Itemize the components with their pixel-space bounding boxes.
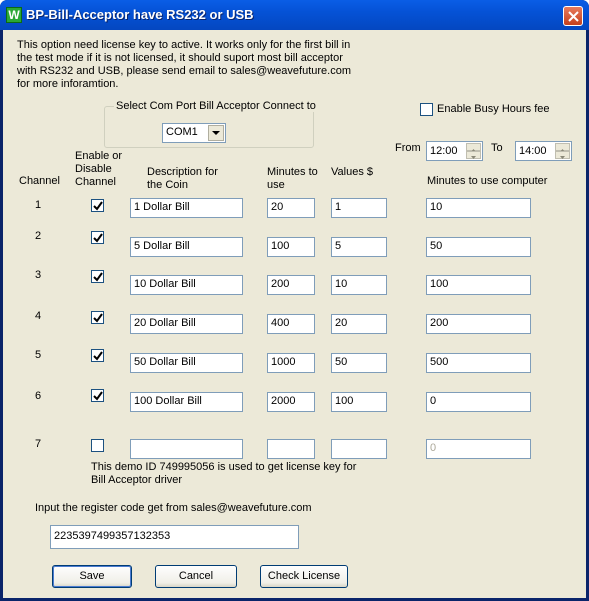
header-minutes: Minutes to use xyxy=(267,166,318,191)
minutes-input[interactable]: 100 xyxy=(267,237,315,257)
info-text: This option need license key to active. It works only for the first bill in the test mode if it is not licensed, it should suport most bill acceptor with RS232 and USB, please send email to sales@weavefuture.com for more inforamtion. xyxy=(17,39,352,90)
minutes-computer-input[interactable]: 100 xyxy=(426,275,531,295)
channel-number: 6 xyxy=(35,390,42,402)
description-input[interactable]: 20 Dollar Bill xyxy=(130,314,243,334)
description-input[interactable]: 1 Dollar Bill xyxy=(130,198,243,218)
channel-number: 1 xyxy=(35,199,42,211)
header-enable: Enable or Disable Channel xyxy=(75,150,123,188)
channel-enable-checkbox[interactable] xyxy=(91,439,104,452)
to-time-spinner[interactable] xyxy=(515,141,572,161)
minutes-computer-input: 0 xyxy=(426,439,531,459)
check-license-button[interactable]: Check License xyxy=(260,565,348,588)
minutes-computer-input[interactable]: 10 xyxy=(426,198,531,218)
minutes-input[interactable]: 20 xyxy=(267,198,315,218)
close-button[interactable] xyxy=(563,6,583,26)
value-input[interactable]: 20 xyxy=(331,314,387,334)
checkmark-icon xyxy=(93,201,103,211)
checkmark-icon xyxy=(93,391,103,401)
save-button[interactable]: Save xyxy=(52,565,132,588)
header-channel: Channel xyxy=(19,175,60,187)
checkmark-icon xyxy=(93,272,103,282)
value-input[interactable]: 100 xyxy=(331,392,387,412)
channel-number: 5 xyxy=(35,349,42,361)
minutes-input[interactable]: 1000 xyxy=(267,353,315,373)
minutes-computer-input[interactable]: 500 xyxy=(426,353,531,373)
demo-id-text: This demo ID 749995056 is used to get license key for Bill Acceptor driver xyxy=(91,461,357,486)
close-icon xyxy=(568,11,579,22)
header-minutes-computer: Minutes to use computer xyxy=(427,175,548,187)
channel-enable-checkbox[interactable] xyxy=(91,199,104,212)
checkmark-icon xyxy=(93,313,103,323)
to-time-value: 14:00 xyxy=(519,145,547,157)
channel-enable-checkbox[interactable] xyxy=(91,389,104,402)
header-description: Description for the Coin xyxy=(147,166,218,191)
channel-enable-checkbox[interactable] xyxy=(91,270,104,283)
from-time-value: 12:00 xyxy=(430,145,458,157)
channel-number: 3 xyxy=(35,269,42,281)
description-input[interactable] xyxy=(130,439,243,459)
from-time-spinner[interactable] xyxy=(426,141,483,161)
busy-hours-checkbox[interactable] xyxy=(420,103,433,116)
channel-number: 7 xyxy=(35,438,42,450)
minutes-computer-input[interactable]: 200 xyxy=(426,314,531,334)
to-label: To xyxy=(491,142,503,154)
spin-down-icon[interactable] xyxy=(466,151,481,159)
channel-number: 2 xyxy=(35,230,42,242)
spin-up-icon[interactable] xyxy=(555,143,570,151)
channel-enable-checkbox[interactable] xyxy=(91,231,104,244)
register-label: Input the register code get from sales@weavefuture.com xyxy=(35,502,312,514)
minutes-input[interactable]: 400 xyxy=(267,314,315,334)
minutes-input[interactable] xyxy=(267,439,315,459)
minutes-computer-input[interactable]: 50 xyxy=(426,237,531,257)
value-input[interactable]: 1 xyxy=(331,198,387,218)
from-label: From xyxy=(395,142,421,154)
minutes-input[interactable]: 200 xyxy=(267,275,315,295)
minutes-computer-input[interactable]: 0 xyxy=(426,392,531,412)
com-port-group-label: Select Com Port Bill Acceptor Connect to xyxy=(116,100,316,112)
value-input[interactable]: 10 xyxy=(331,275,387,295)
description-input[interactable]: 50 Dollar Bill xyxy=(130,353,243,373)
cancel-button[interactable]: Cancel xyxy=(155,565,237,588)
checkmark-icon xyxy=(93,351,103,361)
spin-down-icon[interactable] xyxy=(555,151,570,159)
description-input[interactable]: 100 Dollar Bill xyxy=(130,392,243,412)
busy-hours-label: Enable Busy Hours fee xyxy=(437,103,550,115)
header-values: Values $ xyxy=(331,166,373,178)
value-input[interactable]: 5 xyxy=(331,237,387,257)
value-input[interactable]: 50 xyxy=(331,353,387,373)
register-code-input[interactable]: 22353974993571323​53 xyxy=(50,525,299,549)
value-input[interactable] xyxy=(331,439,387,459)
checkmark-icon xyxy=(93,233,103,243)
description-input[interactable]: 10 Dollar Bill xyxy=(130,275,243,295)
channel-number: 4 xyxy=(35,310,42,322)
title-bar[interactable] xyxy=(0,0,589,30)
dialog-body xyxy=(3,30,586,598)
com-port-selected: COM1 xyxy=(166,126,198,138)
spin-up-icon[interactable] xyxy=(466,143,481,151)
minutes-input[interactable]: 2000 xyxy=(267,392,315,412)
channel-enable-checkbox[interactable] xyxy=(91,311,104,324)
channel-enable-checkbox[interactable] xyxy=(91,349,104,362)
com-port-select[interactable] xyxy=(162,123,226,143)
app-icon: W xyxy=(6,7,22,23)
window-title: BP-Bill-Acceptor have RS232 or USB xyxy=(26,7,254,22)
description-input[interactable]: 5 Dollar Bill xyxy=(130,237,243,257)
chevron-down-icon[interactable] xyxy=(208,125,224,141)
